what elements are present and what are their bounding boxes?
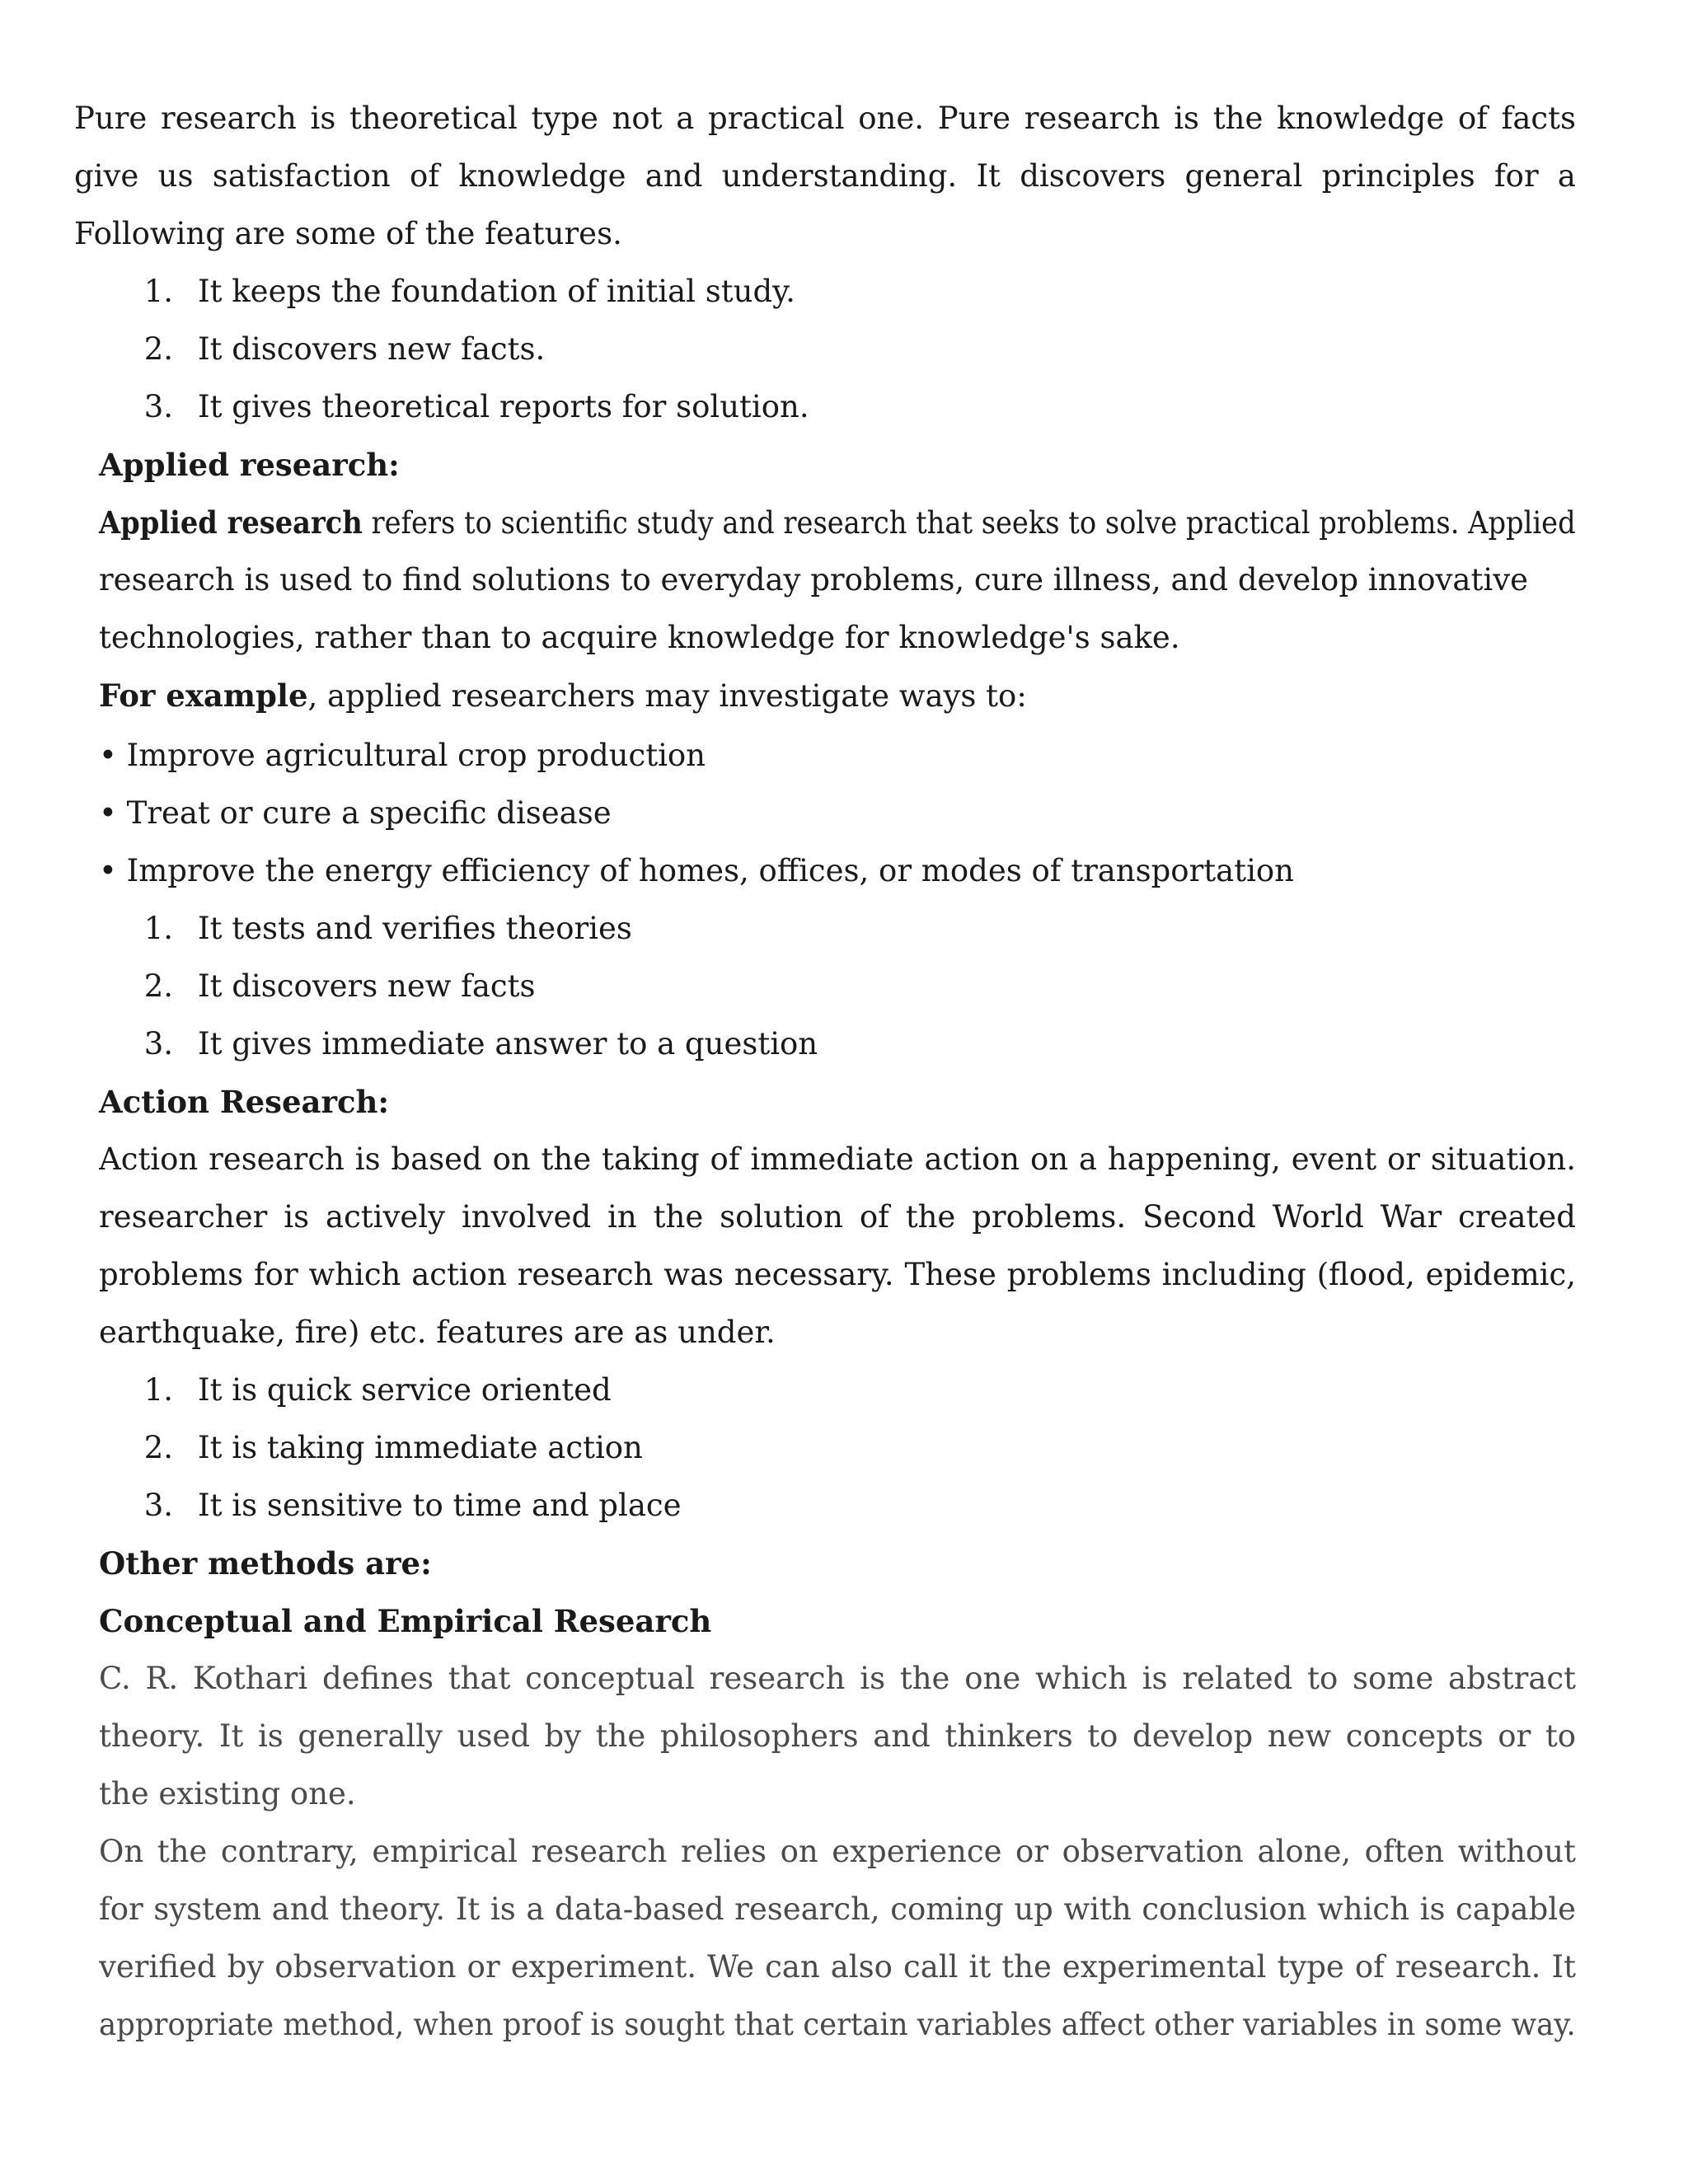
conceptual-line-1: C. R. Kothari defines that conceptual research is the one which is related to some abstract: [99, 1661, 1576, 1696]
action-line-4: earthquake, fire) etc. features are as under.: [99, 1315, 776, 1350]
applied-line-3: technologies, rather than to acquire knowledge for knowledge's sake.: [99, 620, 1180, 655]
bullet-item: • Improve the energy efficiency of homes, offices, or modes of transportation: [99, 853, 1295, 888]
intro-line-3: Following are some of the features.: [74, 216, 622, 251]
list-number: 1.: [143, 274, 173, 309]
conceptual-line-2: theory. It is generally used by the philosophers and thinkers to develop new concepts or to: [99, 1718, 1576, 1754]
conceptual-line-3: the existing one.: [99, 1776, 356, 1811]
action-line-3: problems for which action research was necessary. These problems including (flood, epidemic,: [99, 1257, 1576, 1292]
list-number: 2.: [143, 1430, 173, 1465]
empirical-line-1: On the contrary, empirical research relies on experience or observation alone, often without: [99, 1834, 1576, 1869]
applied-line-1-rest: refers to scientific study and research that seeks to solve practical problems. Applied: [362, 505, 1576, 541]
list-number: 3.: [143, 389, 173, 424]
action-line-2: researcher is actively involved in the solution of the problems. Second World War created: [99, 1199, 1576, 1235]
applied-example-line: [99, 676, 1027, 715]
list-number: 2.: [143, 331, 173, 367]
empirical-line-4: appropriate method, when proof is sought that certain variables affect other variables in some way.: [99, 2007, 1576, 2042]
list-item-text: It discovers new facts.: [198, 331, 546, 367]
list-number: 3.: [143, 1488, 173, 1523]
list-item-text: It keeps the foundation of initial study.: [198, 274, 795, 309]
list-item-text: It tests and verifies theories: [198, 911, 632, 946]
list-item-text: It gives theoretical reports for solution.: [198, 389, 809, 424]
list-number: 2.: [143, 968, 173, 1004]
example-rest: , applied researchers may investigate ways to:: [307, 678, 1027, 714]
applied-line-2: research is used to find solutions to everyday problems, cure illness, and develop innovative: [99, 562, 1528, 598]
other-heading: Other methods are:: [99, 1545, 432, 1582]
applied-lead-bold: Applied research: [99, 504, 363, 541]
action-heading: Action Research:: [99, 1084, 390, 1120]
example-bold: For example: [99, 677, 308, 714]
list-number: 3.: [143, 1026, 173, 1062]
list-item-text: It gives immediate answer to a question: [198, 1026, 818, 1062]
list-number: 1.: [143, 1372, 173, 1408]
empirical-line-3: verified by observation or experiment. We can also call it the experimental type of research. It: [99, 1949, 1576, 1985]
applied-heading: Applied research:: [99, 447, 400, 483]
applied-line-1: [99, 503, 1576, 542]
list-item-text: It is taking immediate action: [198, 1430, 643, 1465]
conceptual-empirical-heading: Conceptual and Empirical Research: [99, 1603, 712, 1639]
list-item-text: It discovers new facts: [198, 968, 536, 1004]
action-line-1: Action research is based on the taking of immediate action on a happening, event or situation.: [99, 1141, 1576, 1177]
list-item-text: It is sensitive to time and place: [198, 1488, 682, 1523]
list-item-text: It is quick service oriented: [198, 1372, 612, 1408]
intro-line-2: give us satisfaction of knowledge and understanding. It discovers general principles for a: [74, 158, 1576, 194]
bullet-item: • Improve agricultural crop production: [99, 738, 706, 773]
list-number: 1.: [143, 911, 173, 946]
bullet-item: • Treat or cure a specific disease: [99, 795, 612, 831]
empirical-line-2: for system and theory. It is a data-based research, coming up with conclusion which is capable: [99, 1891, 1576, 1927]
intro-line-1: Pure research is theoretical type not a practical one. Pure research is the knowledge of facts: [74, 101, 1576, 136]
